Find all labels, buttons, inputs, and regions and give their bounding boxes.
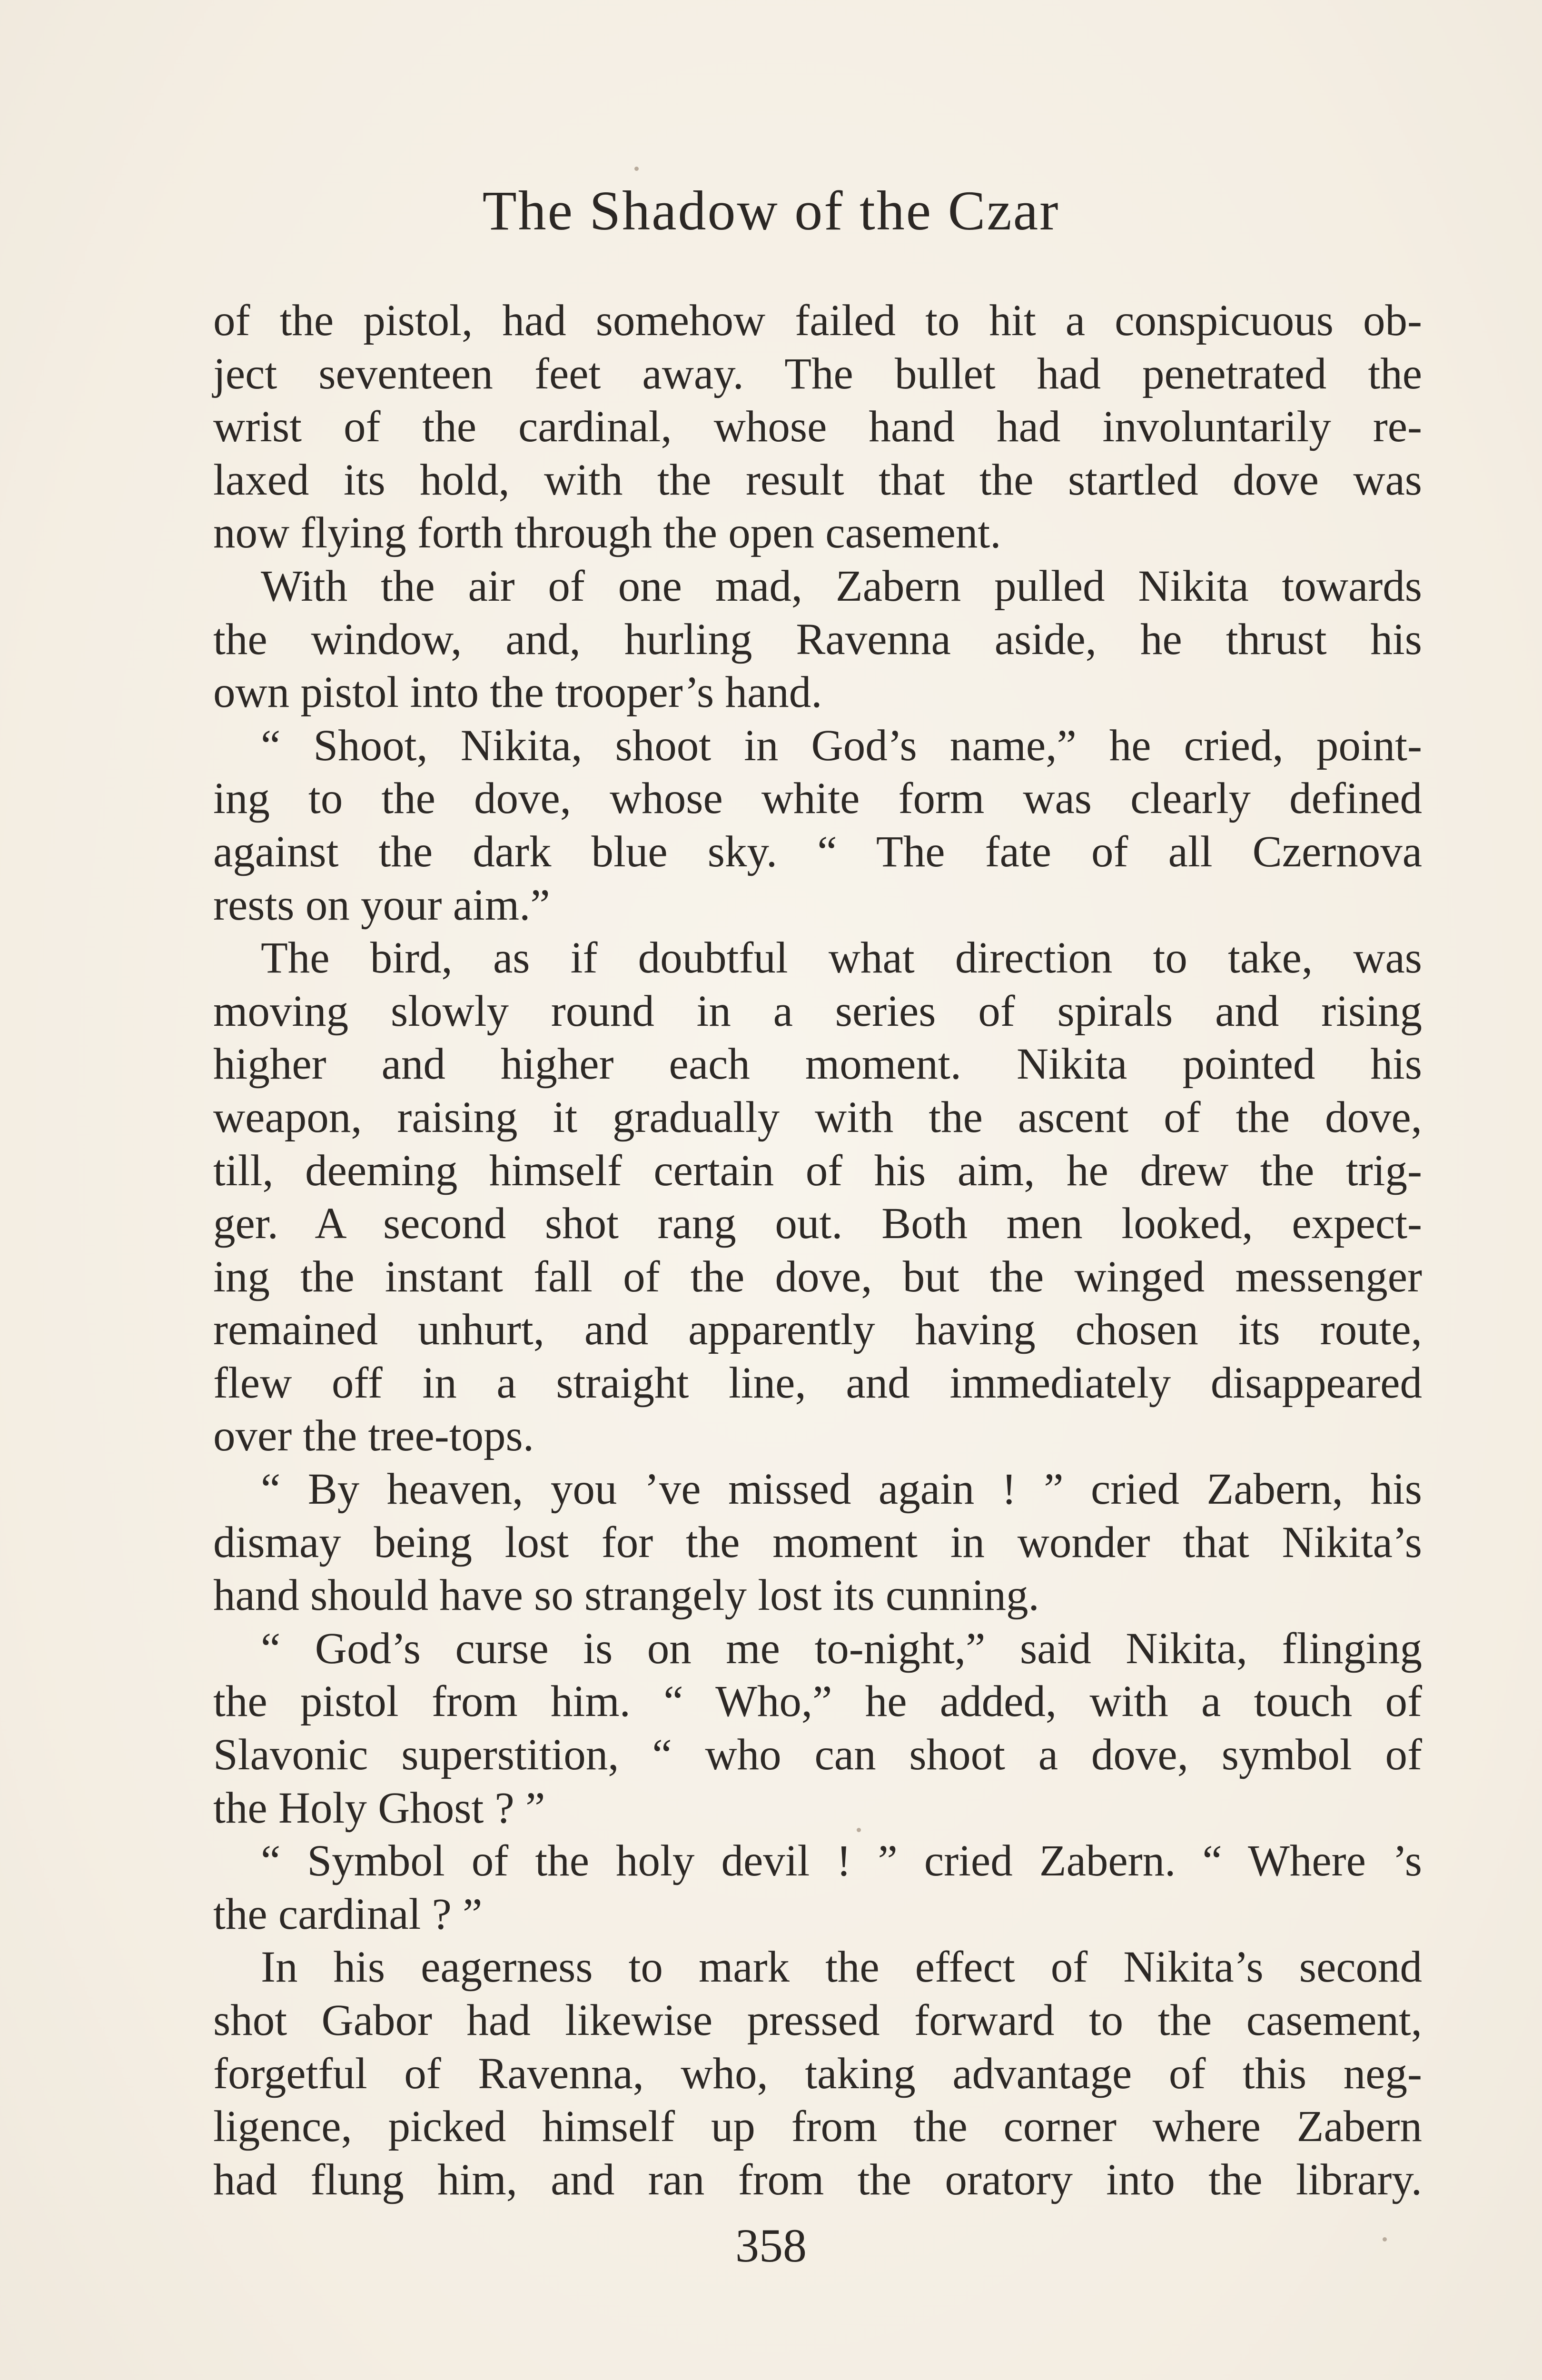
text-line: rests on your aim.” — [213, 880, 550, 930]
paper-speck — [1383, 2237, 1387, 2241]
text-line: ject seventeen feet away. The bullet had penetrated the — [213, 349, 1422, 398]
text-line: flew off in a straight line, and immediately disappeared — [213, 1358, 1422, 1408]
text-line: ligence, picked himself up from the corner where Zabern — [213, 2102, 1422, 2152]
text-line: had flung him, and ran from the oratory into the library. — [213, 2155, 1422, 2204]
text-line: remained unhurt, and apparently having chosen its route, — [213, 1305, 1422, 1355]
text-line: hand should have so strangely lost its cunning. — [213, 1571, 1039, 1620]
text-line: against the dark blue sky. “ The fate of all Czernova — [213, 827, 1422, 876]
text-line: ing to the dove, whose white form was clearly defined — [213, 774, 1422, 823]
text-line: dismay being lost for the moment in wonder that Nikita’s — [213, 1517, 1422, 1567]
paper-speck — [857, 1828, 861, 1832]
text-line: own pistol into the trooper’s hand. — [213, 668, 822, 717]
text-line: moving slowly round in a series of spirals and rising — [213, 986, 1422, 1036]
text-line: With the air of one mad, Zabern pulled Nikita towards — [261, 561, 1422, 611]
text-line: The bird, as if doubtful what direction to take, was — [261, 933, 1422, 983]
paper-speck — [634, 167, 639, 171]
text-line: wrist of the cardinal, whose hand had involuntarily re- — [213, 402, 1422, 452]
text-line: forgetful of Ravenna, who, taking advantage of this neg- — [213, 2049, 1422, 2098]
text-line: the cardinal ? ” — [213, 1889, 483, 1939]
text-line: of the pistol, had somehow failed to hit a conspicuous ob- — [213, 296, 1422, 345]
text-line: the Holy Ghost ? ” — [213, 1783, 545, 1833]
text-line: the window, and, hurling Ravenna aside, he thrust his — [213, 615, 1422, 664]
page-number: 358 — [735, 2219, 807, 2272]
body-text — [213, 294, 1422, 2206]
text-line: “ Shoot, Nikita, shoot in God’s name,” he cried, point- — [261, 721, 1422, 770]
text-line: ing the instant fall of the dove, but the winged messenger — [213, 1252, 1422, 1301]
text-line: now flying forth through the open casement. — [213, 508, 1001, 558]
text-line: Slavonic superstition, “ who can shoot a dove, symbol of — [213, 1730, 1422, 1780]
text-line: weapon, raising it gradually with the ascent of the dove, — [213, 1092, 1422, 1142]
text-line: laxed its hold, with the result that the startled dove was — [213, 455, 1422, 505]
text-line: “ By heaven, you ’ve missed again ! ” cried Zabern, his — [261, 1465, 1422, 1514]
text-line: “ Symbol of the holy devil ! ” cried Zabern. “ Where ’s — [261, 1836, 1422, 1886]
text-line: “ God’s curse is on me to-night,” said Nikita, flinging — [261, 1624, 1422, 1673]
text-line: In his eagerness to mark the effect of Nikita’s second — [261, 1943, 1422, 1992]
text-line: the pistol from him. “ Who,” he added, with a touch of — [213, 1677, 1422, 1726]
text-line: over the tree-tops. — [213, 1411, 534, 1461]
text-line: higher and higher each moment. Nikita pointed his — [213, 1040, 1422, 1089]
running-head: The Shadow of the Czar — [482, 179, 1060, 242]
text-line: till, deeming himself certain of his aim, he drew the trig- — [213, 1146, 1422, 1195]
text-line: ger. A second shot rang out. Both men looked, expect- — [213, 1199, 1422, 1249]
text-line: shot Gabor had likewise pressed forward to the casement, — [213, 1996, 1422, 2045]
